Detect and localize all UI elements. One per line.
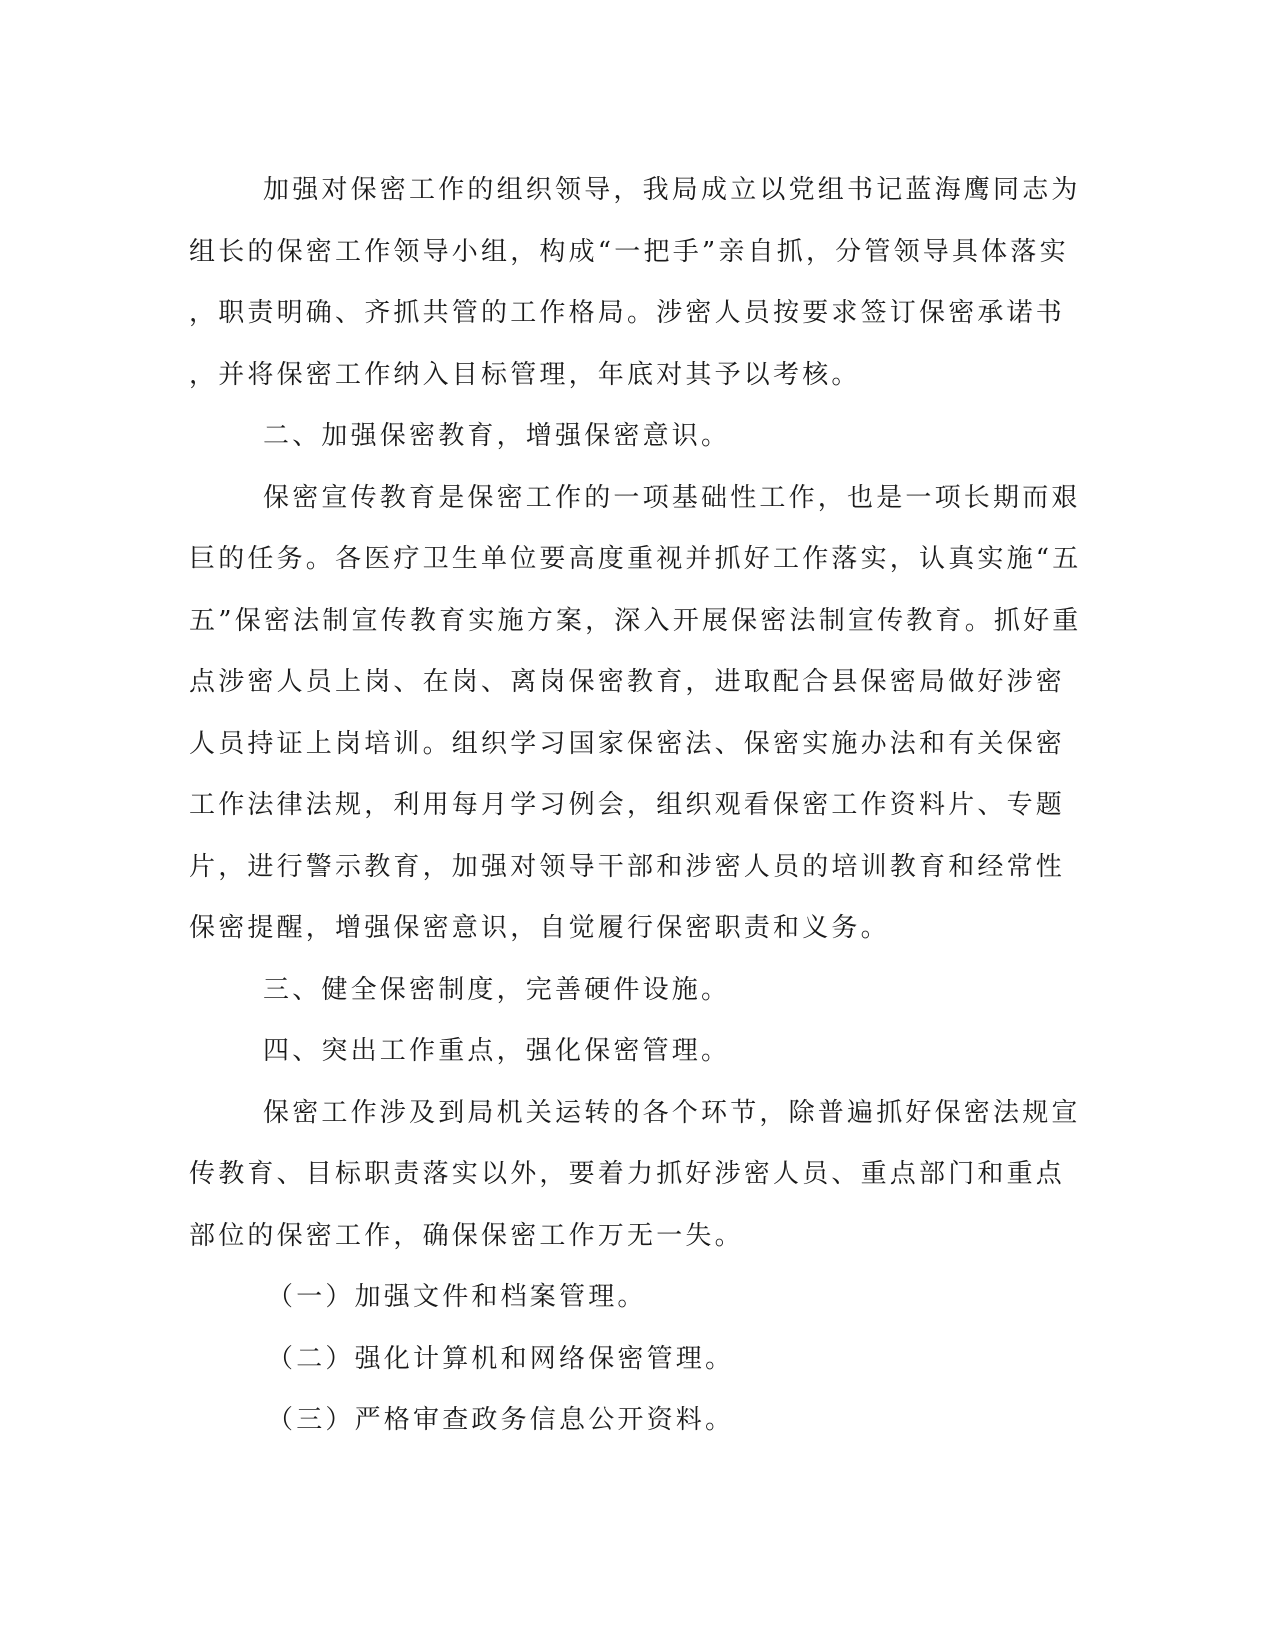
paragraph-line: 点涉密人员上岗、在岗、离岗保密教育，进取配合县保密局做好涉密	[189, 667, 1066, 697]
paragraph-line: 保密提醒，增强保密意识，自觉履行保密职责和义务。	[189, 913, 890, 943]
section-heading: 三、健全保密制度，完善硬件设施。	[263, 974, 731, 1005]
paragraph-line: 部位的保密工作，确保保密工作万无一失。	[189, 1220, 744, 1251]
subsection-heading: （三）严格审查政务信息公开资料。	[267, 1405, 735, 1435]
paragraph-line: 工作法律法规，利用每月学习例会，组织观看保密工作资料片、专题	[189, 790, 1066, 820]
paragraph-line: 加强对保密工作的组织领导，我局成立以党组书记蓝海鹰同志为	[263, 175, 1081, 205]
paragraph-line: 组长的保密工作领导小组，构成“一把手”亲自抓，分管领导具体落实	[189, 236, 1069, 267]
paragraph-line: 巨的任务。各医疗卫生单位要高度重视并抓好工作落实，认真实施“五	[189, 544, 1082, 574]
subsection-heading: （二）强化计算机和网络保密管理。	[267, 1343, 735, 1374]
paragraph-line: 保密工作涉及到局机关运转的各个环节，除普遍抓好保密法规宣	[263, 1097, 1081, 1128]
paragraph-line: 传教育、目标职责落实以外，要着力抓好涉密人员、重点部门和重点	[189, 1159, 1066, 1189]
section-heading: 四、突出工作重点，强化保密管理。	[263, 1036, 731, 1066]
document-body	[189, 160, 1082, 1452]
paragraph-line: 五”保密法制宣传教育实施方案，深入开展保密法制宣传教育。抓好重	[189, 605, 1082, 636]
paragraph-line: ，职责明确、齐抓共管的工作格局。涉密人员按要求签订保密承诺书	[189, 298, 1066, 328]
paragraph-line: ，并将保密工作纳入目标管理，年底对其予以考核。	[189, 359, 861, 390]
paragraph-line: 片，进行警示教育，加强对领导干部和涉密人员的培训教育和经常性	[189, 851, 1066, 882]
subsection-heading: （一）加强文件和档案管理。	[267, 1282, 647, 1312]
paragraph-line: 保密宣传教育是保密工作的一项基础性工作，也是一项长期而艰	[263, 482, 1081, 513]
section-heading: 二、加强保密教育，增强保密意识。	[263, 421, 731, 451]
paragraph-line: 人员持证上岗培训。组织学习国家保密法、保密实施办法和有关保密	[189, 728, 1066, 759]
